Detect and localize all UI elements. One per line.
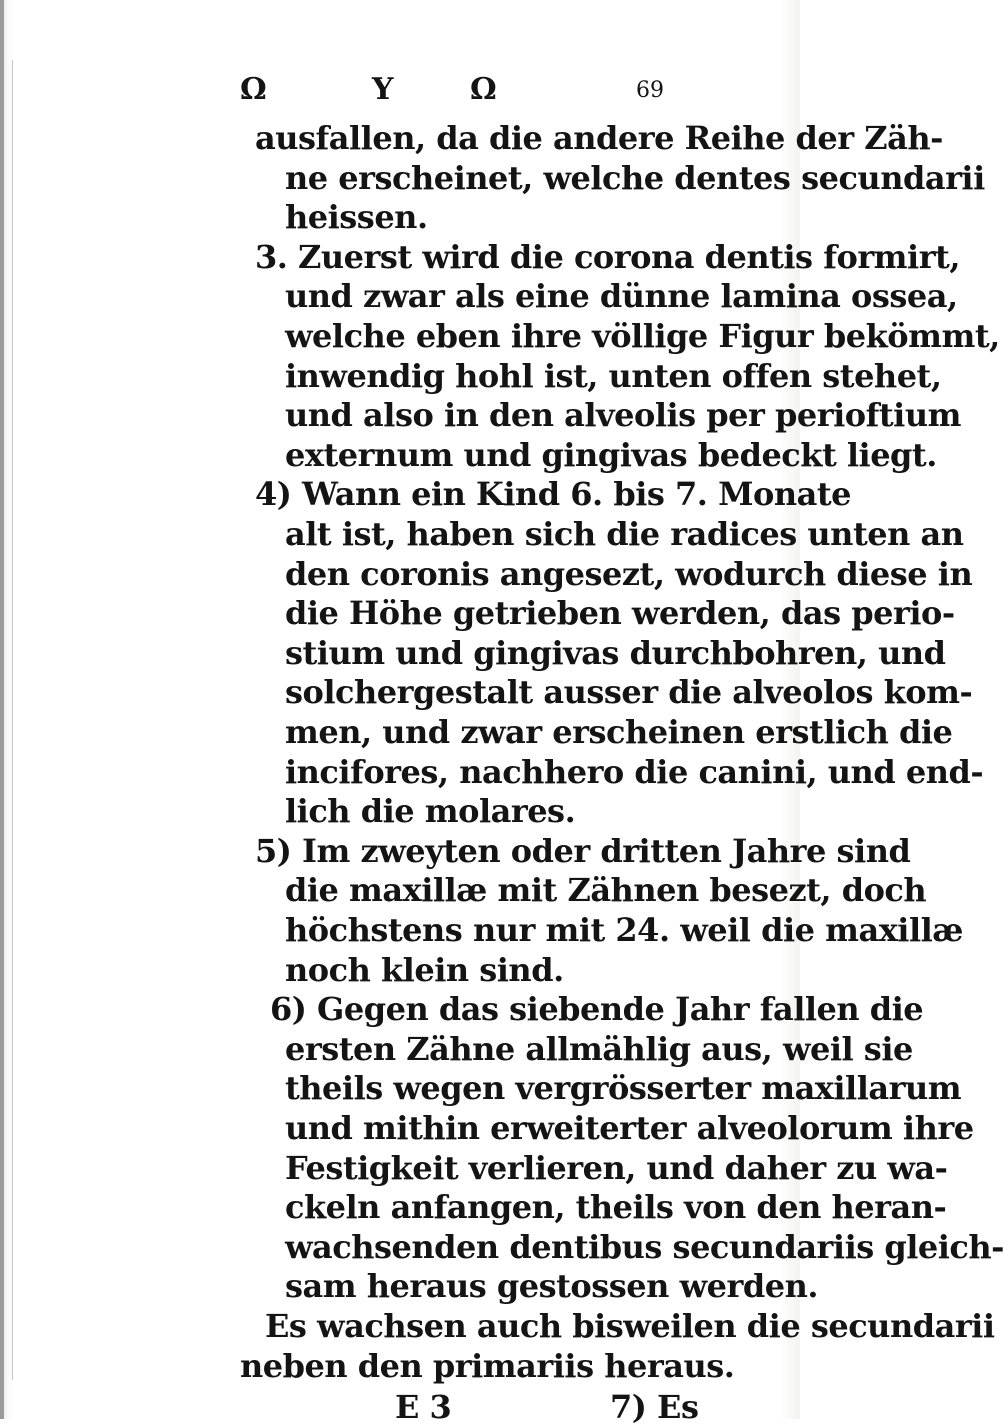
text-line: höchstens nur mit 24. weil die maxillæ: [285, 911, 963, 949]
text-line: alt ist, haben sich die radices unten an: [285, 515, 964, 553]
text-line: solchergestalt ausser die alveolos kom-: [285, 673, 973, 712]
text-line: den coronis angesezt, wodurch diese in: [285, 554, 973, 593]
text-line: ersten Zähne allmählig aus, weil sie: [285, 1029, 913, 1068]
text-line: 5) Im zweyten oder dritten Jahre sind: [255, 831, 911, 870]
text-line: wachsenden dentibus secundariis gleich-: [285, 1227, 1004, 1266]
text-line: welche eben ihre völlige Figur bekömmt,: [285, 317, 1000, 355]
text-line: heissen.: [285, 198, 428, 237]
text-line: ausfallen, da die andere Reihe der Zäh-: [255, 119, 943, 157]
ornament-center: Y: [372, 72, 394, 107]
text-line: theils wegen vergrösserter maxillarum: [285, 1069, 962, 1108]
text-line: ckeln anfangen, theils von den heran-: [285, 1188, 947, 1227]
page-number: 69: [636, 78, 664, 103]
text-line: noch klein sind.: [285, 950, 564, 989]
ornament-right: Ω: [470, 72, 497, 107]
text-line: stium und gingivas durchbohren, und: [285, 633, 946, 672]
text-line: incifores, nachhero die canini, und end-: [285, 752, 984, 791]
text-line: und zwar als eine dünne lamina ossea,: [285, 277, 958, 316]
text-line: 6) Gegen das siebende Jahr fallen die: [270, 990, 924, 1029]
signature-mark: E 3: [395, 1388, 452, 1427]
text-line: Festigkeit verlieren, und daher zu wa-: [285, 1148, 948, 1187]
text-line: sam heraus gestossen werden.: [285, 1267, 818, 1306]
catchword: 7) Es: [610, 1388, 699, 1427]
text-line: Es wachsen auch bisweilen die secundarii: [265, 1307, 995, 1345]
text-line: und mithin erweiterter alveolorum ihre: [285, 1109, 974, 1147]
text-line: men, und zwar erscheinen erstlich die: [285, 713, 953, 751]
text-line: neben den primariis heraus.: [240, 1346, 735, 1385]
text-line: lich die molares.: [285, 792, 576, 831]
text-line: inwendig hohl ist, unten offen stehet,: [285, 356, 942, 395]
text-line: und also in den alveolis per perioftium: [285, 396, 961, 435]
text-line: 4) Wann ein Kind 6. bis 7. Monate: [255, 475, 851, 514]
text-line: 3. Zuerst wird die corona dentis formirt,: [255, 237, 960, 276]
ornament-left: Ω: [240, 72, 267, 107]
text-line: externum und gingivas bedeckt liegt.: [285, 435, 937, 474]
text-line: ne erscheinet, welche dentes secundarii: [285, 158, 985, 197]
text-line: die maxillæ mit Zähnen besezt, doch: [285, 871, 927, 910]
text-line: die Höhe getrieben werden, das perio-: [285, 594, 955, 633]
